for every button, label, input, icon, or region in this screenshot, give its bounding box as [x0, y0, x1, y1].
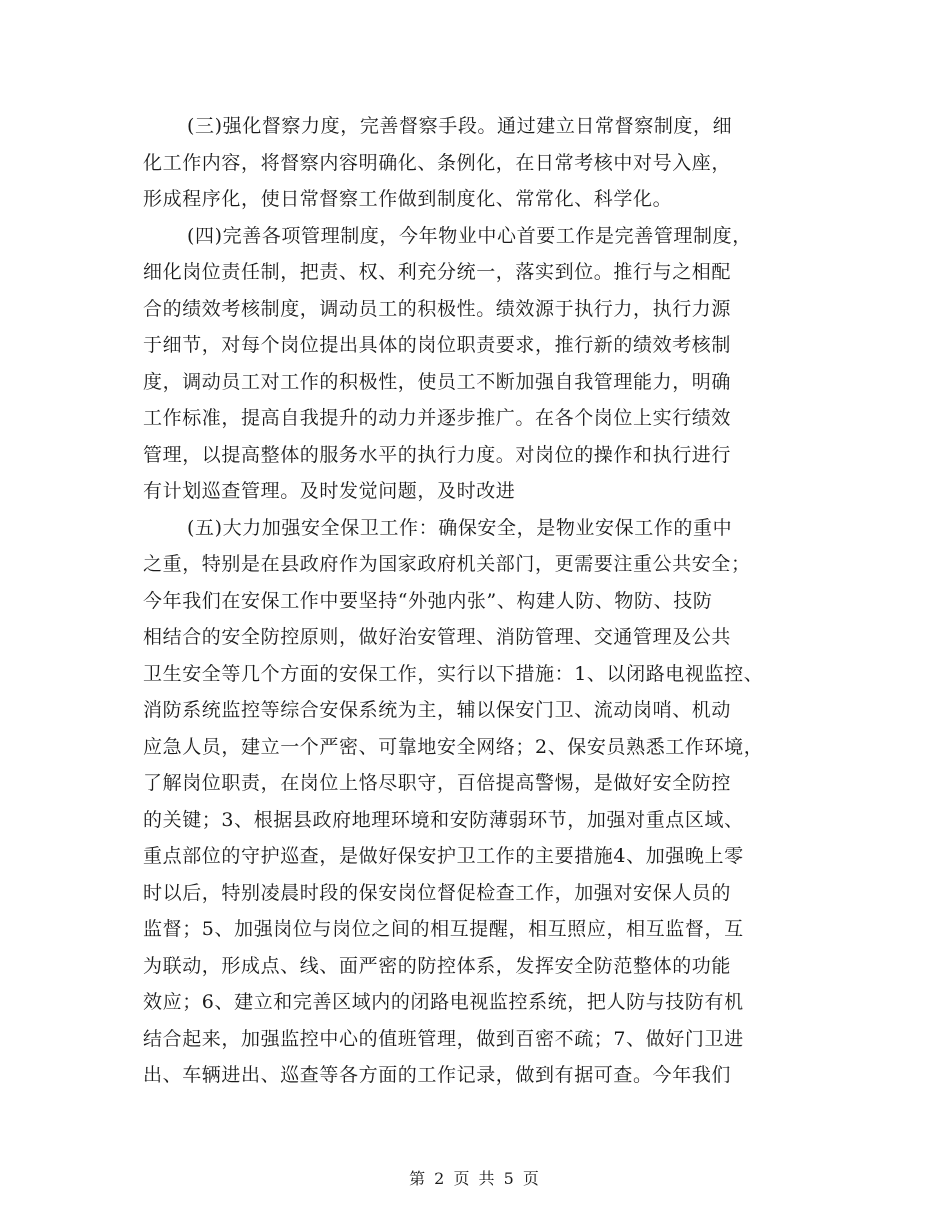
- paragraph-line: 时以后，特别凌晨时段的保安岗位督促检查工作，加强对安保人员的: [143, 881, 732, 904]
- paragraph-line: 度，调动员工对工作的积极性，使员工不断加强自我管理能力，明确: [143, 370, 732, 393]
- paragraph-line: 监督；5、加强岗位与岗位之间的相互提醒，相互照应，相互监督，互: [143, 918, 744, 940]
- paragraph-line: 消防系统监控等综合安保系统为主，辅以保安门卫、流动岗哨、机动: [143, 699, 732, 721]
- paragraph-line: 应急人员，建立一个严密、可靠地安全网络；2、保安员熟悉工作环境，: [143, 735, 764, 758]
- paragraph-line: 工作标准，提高自我提升的动力并逐步推广。在各个岗位上实行绩效: [143, 407, 732, 429]
- page-number-footer: 第 2 页 共 5 页: [409, 1169, 541, 1188]
- paragraph-line: 细化岗位责任制，把责、权、利充分统一，落实到位。推行与之相配: [143, 261, 732, 283]
- paragraph-line: 今年我们在安保工作中要坚持“外弛内张”、构建人防、物防、技防: [143, 589, 713, 612]
- paragraph-line: 了解岗位职责，在岗位上恪尽职守，百倍提高警惕，是做好安全防控: [143, 772, 732, 794]
- paragraph-first-line: (三)强化督察力度，完善督察手段。通过建立日常督察制度，细: [187, 115, 733, 137]
- paragraph-line: 于细节，对每个岗位提出具体的岗位职责要求，推行新的绩效考核制: [143, 334, 732, 356]
- paragraph-first-line: (四)完善各项管理制度，今年物业中心首要工作是完善管理制度，: [187, 224, 752, 247]
- paragraph-line: 结合起来，加强监控中心的值班管理，做到百密不疏；7、做好门卫进: [143, 1027, 744, 1050]
- paragraph-line: 的关键；3、根据县政府地理环境和安防薄弱环节，加强对重点区域、: [143, 808, 744, 831]
- paragraph-line: 有计划巡查管理。及时发觉问题，及时改进: [143, 480, 516, 502]
- paragraph-line: 出、车辆进出、巡查等各方面的工作记录，做到有据可查。今年我们: [143, 1064, 732, 1086]
- document-body: [143, 108, 823, 1094]
- paragraph-line: 合的绩效考核制度，调动员工的积极性。绩效源于执行力，执行力源: [143, 297, 732, 320]
- paragraph-line: 卫生安全等几个方面的安保工作，实行以下措施：1、以闭路电视监控、: [143, 662, 764, 685]
- paragraph-line: 重点部位的守护巡查，是做好保安护卫工作的主要措施4、加强晚上零: [143, 845, 744, 867]
- paragraph-line: 相结合的安全防控原则，做好治安管理、消防管理、交通管理及公共: [143, 626, 732, 648]
- paragraph-line: 化工作内容，将督察内容明确化、条例化，在日常考核中对号入座，: [143, 151, 732, 174]
- paragraph-line: 为联动，形成点、线、面严密的防控体系，发挥安全防范整体的功能: [143, 954, 732, 977]
- paragraph-first-line: (五)大力加强安全保卫工作：确保安全，是物业安保工作的重中: [187, 516, 733, 539]
- paragraph-line: 之重，特别是在县政府作为国家政府机关部门，更需要注重公共安全；: [143, 553, 751, 575]
- paragraph-line: 形成程序化，使日常督察工作做到制度化、常常化、科学化。: [143, 188, 673, 210]
- paragraph-line: 管理，以提高整体的服务水平的执行力度。对岗位的操作和执行进行: [143, 443, 732, 466]
- paragraph-line: 效应；6、建立和完善区域内的闭路电视监控系统，把人防与技防有机: [143, 991, 744, 1013]
